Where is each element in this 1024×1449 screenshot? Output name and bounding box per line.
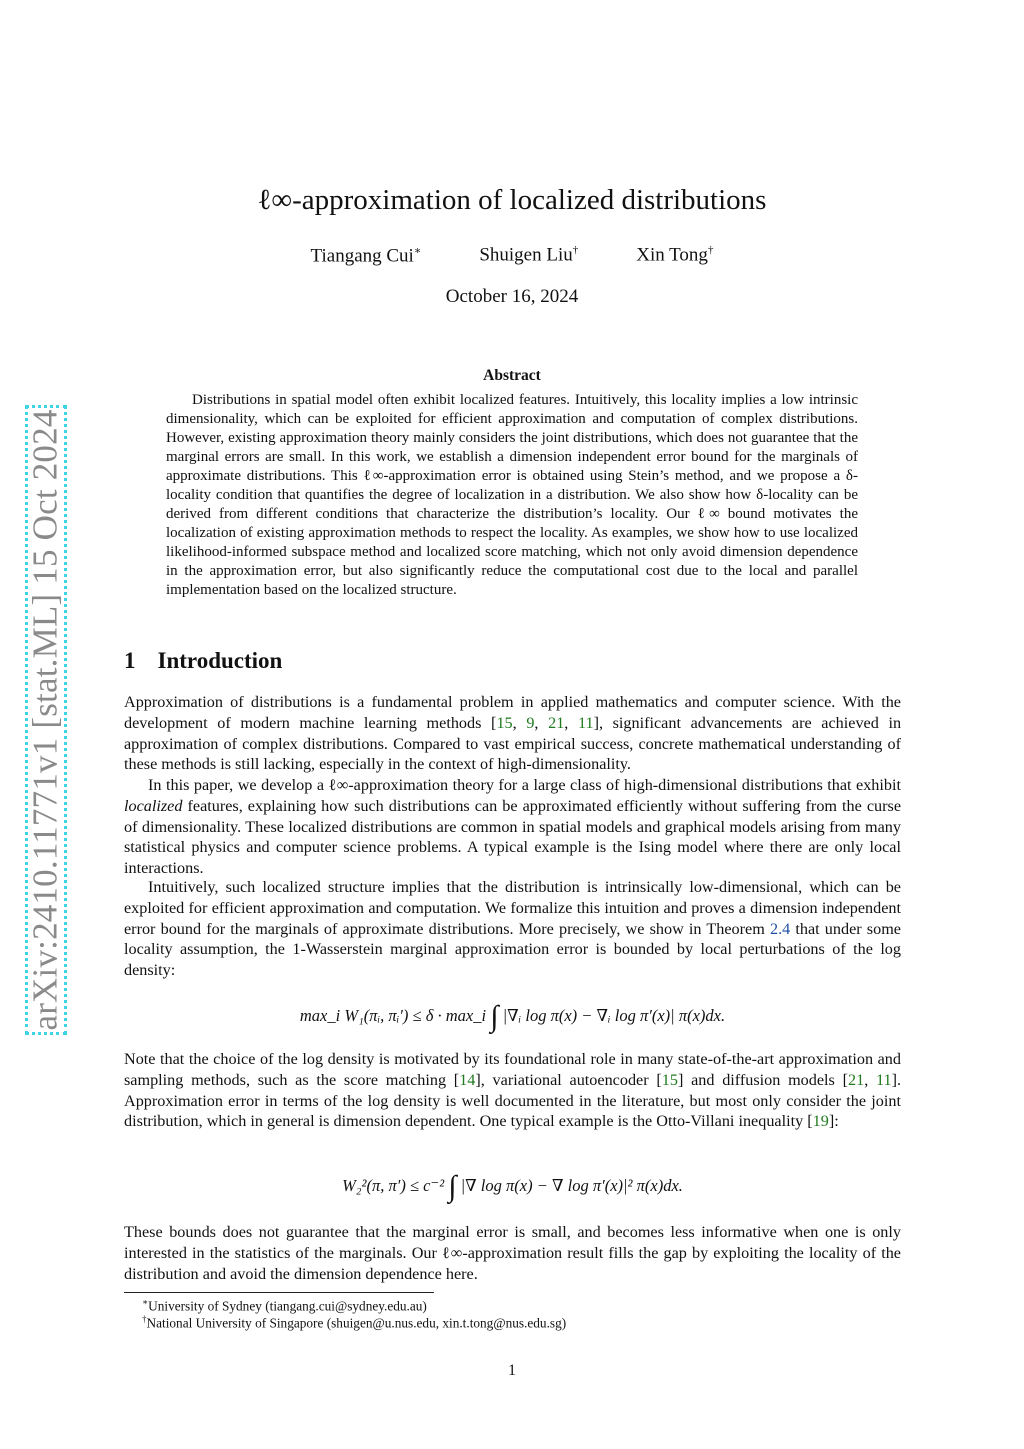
abstract-text: Distributions in spatial model often exhibit localized features. Intuitively, this locality implies a low intrinsic dimensionality, which can be exploited for efficient approximation and computation of complex distributions. However, existing approximation theory mainly considers the joint distributions, which does not guarantee that the marginal errors are small. In this work, we establish a dimension independent error bound for the marginals of approximate distributions. This ℓ∞-approximation error is obtained using Stein’s method, and we propose a δ-locality condition that quantifies the degree of localization in a distribution. We also show how δ-locality can be derived from different conditions that characterize the distribution’s locality. Our ℓ∞ bound motivates the localization of existing approximation methods to respect the locality. As examples, we show how to use localized likelihood-informed subspace method and localized score matching, which not only avoid dimension dependence in the approximation error, but also significantly reduce the computational cost due to the local and parallel implementation based on the localized structure. [166,392,858,598]
citation-link[interactable]: 15 [496,713,513,732]
citation-link[interactable]: 9 [526,713,535,732]
citation-link[interactable]: 21 [548,713,565,732]
footnote: †National University of Singapore (shuigen@u.nus.edu, xin.t.tong@nus.edu.sg) [142,1314,567,1331]
footnote-divider [124,1292,434,1293]
author-list [0,244,1024,267]
equation-marginal-bound: max_i W₁(πᵢ, πᵢ′) ≤ δ · max_i ∫ |∇ᵢ log π(x) − ∇ᵢ log π′(x)| π(x)dx. [299,1000,726,1033]
arxiv-stamp [25,405,67,1035]
citation-link[interactable]: 21 [848,1070,865,1089]
paragraph: Intuitively, such localized structure implies that the distribution is intrinsically low-dimensional, which can be exploited for efficient approximation and computation. We formalize this intuition and proves a dimension independent error bound for the marginals of approximate distributions. More precisely, we show in Theorem 2.4 that under some locality assumption, the 1-Wasserstein marginal approximation error is bounded by local perturbations of the log density: [124,878,901,980]
paragraph: Note that the choice of the log density is motivated by its foundational role in many state-of-the-art approximation and sampling methods, such as the score matching [14], variational autoencoder [15] and diffusion models [21, 11]. Approximation error in terms of the log density is well documented in the literature, but most only consider the joint distribution, which in general is dimension dependent. One typical example is the Otto-Villani inequality [19]: [124,1050,902,1131]
footnote: ∗University of Sydney (tiangang.cui@sydney.edu.au) [142,1297,427,1314]
section-title: Introduction [157,648,283,673]
author: Xin Tong† [636,244,714,266]
author: Shuigen Liu† [479,244,579,266]
page-number: 1 [508,1362,516,1379]
equation-otto-villani: W₂²(π, π′) ≤ c⁻² ∫ |∇ log π(x) − ∇ log π′(x)|² π(x)dx. [342,1170,683,1203]
citation-link[interactable]: 15 [661,1070,678,1089]
theorem-link[interactable]: 2.4 [769,919,791,938]
abstract-heading: Abstract [483,367,541,384]
citation-link[interactable]: 19 [812,1112,829,1131]
integral-sign: ∫ [490,1000,499,1033]
citation-link[interactable]: 14 [459,1070,476,1089]
arxiv-id: arXiv:2410.11771v1 [stat.ML] 15 Oct 2024 [26,409,66,1031]
section-number: 1 [124,648,136,673]
paper-date: October 16, 2024 [445,286,579,307]
section-heading [124,648,282,674]
citation-link[interactable]: 11 [875,1070,892,1089]
author: Tiangang Cui∗ [310,245,422,267]
integral-sign: ∫ [448,1170,457,1203]
paragraph: In this paper, we develop a ℓ∞-approximation theory for a large class of high-dimensional distributions that exhibit localized features, explaining how such distributions can be approximated efficiently without suffering from the curse of dimensionality. These localized distributions are common in spatial models and graphical models arising from many statistical physics and computer science problems. A typical example is the Ising model where there are only local interactions. [124,776,901,878]
citation-link[interactable]: 11 [577,713,594,732]
paper-title: ℓ∞-approximation of localized distributions [257,184,767,216]
paragraph: These bounds does not guarantee that the marginal error is small, and becomes less informative when one is only interested in the statistics of the marginals. Our ℓ∞-approximation result fills the gap by exploiting the locality of the distribution and avoid the dimension dependence here. [124,1223,901,1283]
paragraph: Approximation of distributions is a fundamental problem in applied mathematics and computer science. With the development of modern machine learning methods [15, 9, 21, 11], significant advancements are achieved in approximation of complex distributions. Compared to vast empirical success, concrete mathematical understanding of these methods is still lacking, especially in the context of high-dimensionality. [124,693,902,774]
